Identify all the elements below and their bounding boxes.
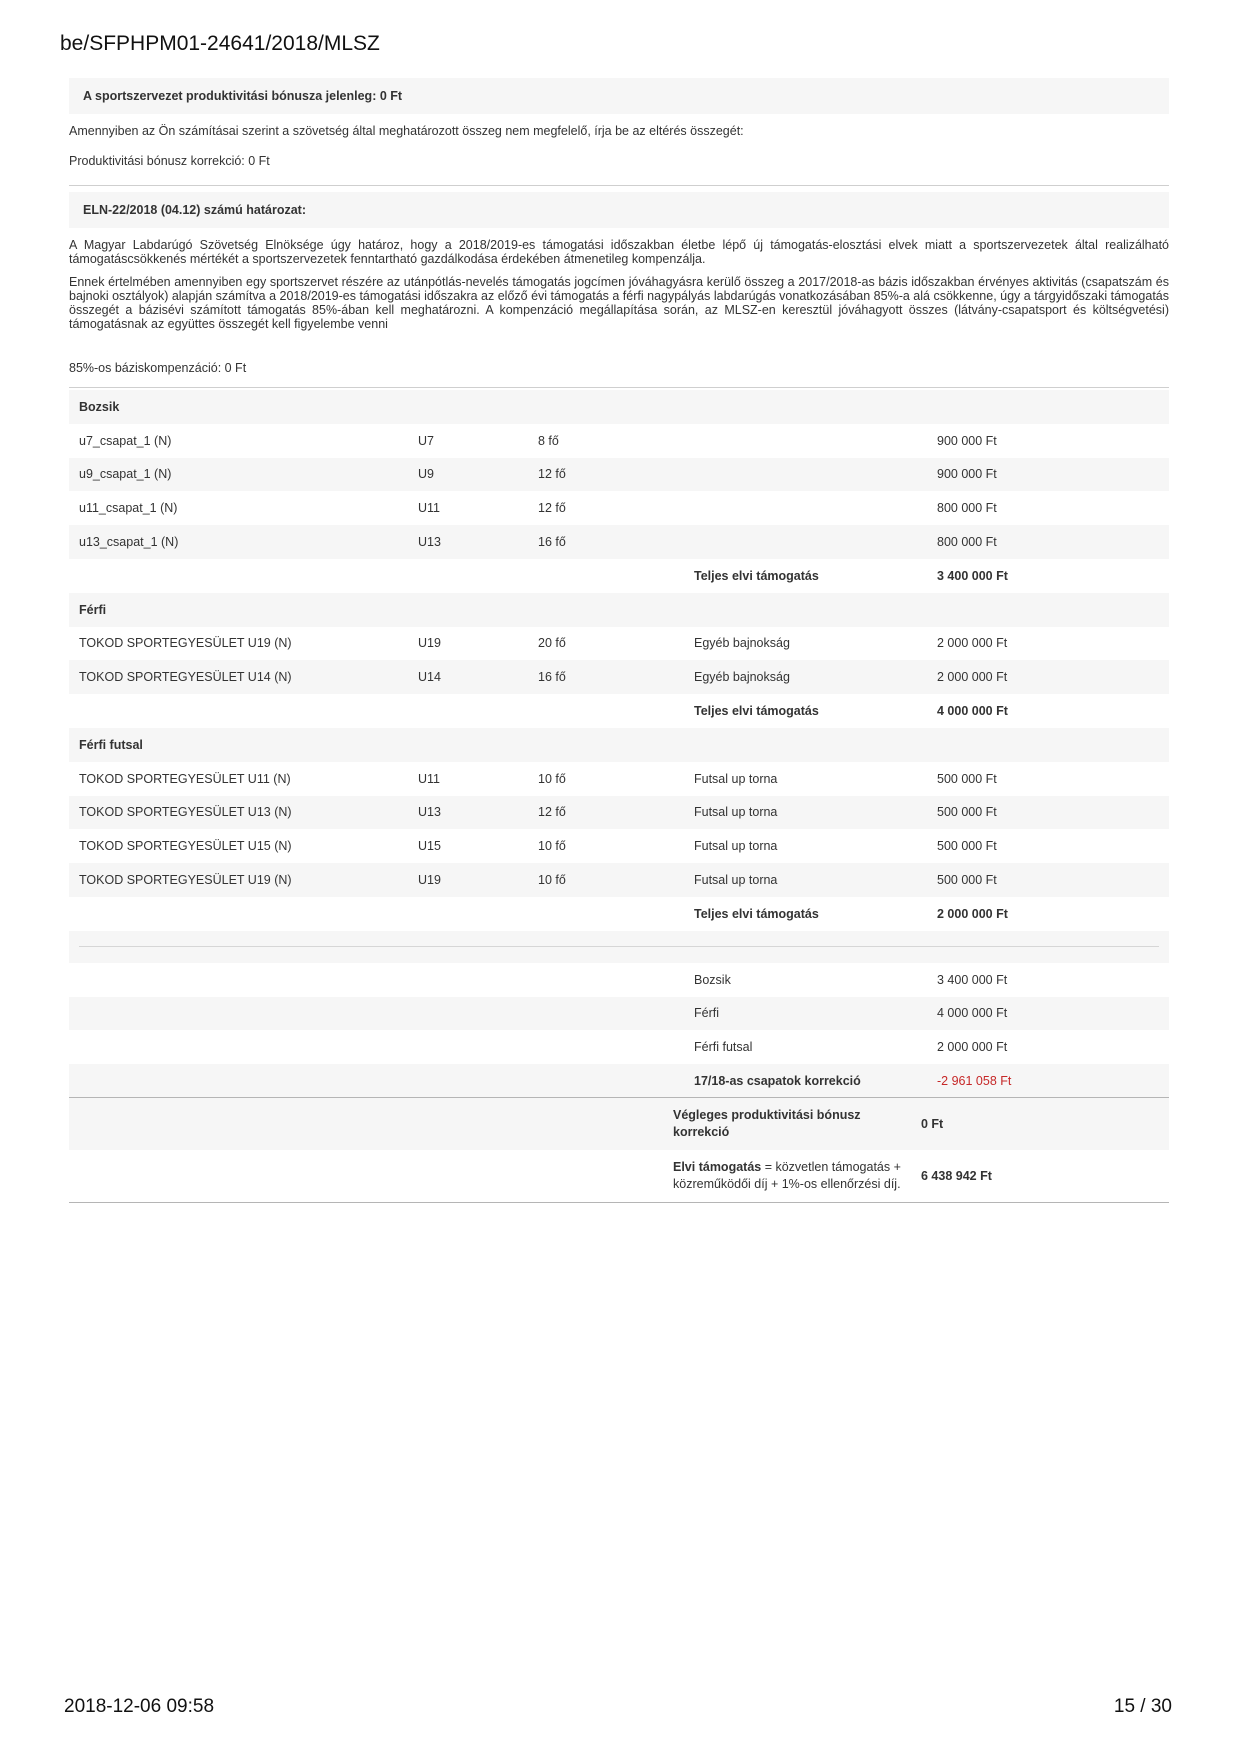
player-count: 10 fő	[528, 863, 684, 897]
player-count: 12 fő	[528, 796, 684, 830]
team-name: TOKOD SPORTEGYESÜLET U11 (N)	[79, 771, 291, 786]
summary-value: 2 000 000 Ft	[937, 1040, 1008, 1055]
bonus-header: A sportszervezet produktivitási bónusza jelenleg: 0 Ft	[69, 78, 1169, 114]
player-count: 20 fő	[538, 636, 566, 651]
final-bonus-label: Végleges produktivitási bónusz korrekció	[663, 1098, 911, 1150]
bonus-text: Amennyiben az Ön számításai szerint a szövetség által meghatározott összeg nem megfelelő, írja be az eltérés összegét:	[69, 124, 744, 138]
league	[684, 491, 927, 525]
separator-row	[69, 931, 1169, 963]
elvi-label-bold: Elvi támogatás	[673, 1160, 762, 1175]
summary-row	[69, 997, 1169, 1031]
table-row	[69, 458, 1169, 492]
team-name: u7_csapat_1 (N)	[79, 433, 172, 448]
league	[684, 458, 927, 492]
amount: 500 000 Ft	[937, 839, 997, 854]
bonus-correction: Produktivitási bónusz korrekció: 0 Ft	[69, 154, 270, 168]
footer-page-number: 15 / 30	[1113, 1696, 1172, 1717]
total-label: Teljes elvi támogatás	[694, 704, 819, 719]
document-id: be/SFPHPM01-24641/2018/MLSZ	[60, 32, 380, 55]
section-title: Bozsik	[69, 390, 1169, 424]
league: Futsal up torna	[694, 771, 778, 786]
summary-row	[69, 963, 1169, 997]
table-row	[69, 491, 1169, 525]
team-name: TOKOD SPORTEGYESÜLET U13 (N)	[69, 796, 408, 830]
age-group: U9	[408, 458, 528, 492]
table-row	[69, 762, 1169, 796]
table-row	[69, 863, 1169, 897]
summary-label: Bozsik	[694, 972, 731, 987]
summary-label: Férfi futsal	[694, 1040, 753, 1055]
divider	[69, 185, 1169, 186]
footer-timestamp: 2018-12-06 09:58	[64, 1696, 215, 1717]
table-row	[69, 796, 1169, 830]
correction-label: 17/18-as csapatok korrekció	[684, 1064, 927, 1098]
team-name: TOKOD SPORTEGYESÜLET U14 (N)	[69, 660, 408, 694]
amount: 800 000 Ft	[937, 501, 997, 516]
team-name: u11_csapat_1 (N)	[79, 501, 178, 516]
table-row	[69, 627, 1169, 661]
table-row	[69, 660, 1169, 694]
player-count: 16 fő	[528, 525, 684, 559]
page-content	[69, 78, 1169, 1203]
summary-value: 3 400 000 Ft	[937, 972, 1008, 987]
age-group: U13	[408, 525, 528, 559]
league: Futsal up torna	[684, 863, 927, 897]
divider	[69, 387, 1169, 388]
total-amount: 2 000 000 Ft	[937, 906, 1008, 921]
league	[684, 525, 927, 559]
section-title: Férfi	[69, 593, 1169, 627]
team-name: u9_csapat_1 (N)	[69, 458, 408, 492]
base-compensation: 85%-os báziskompenzáció: 0 Ft	[69, 361, 247, 375]
total-label: Teljes elvi támogatás	[694, 906, 819, 921]
summary-value: 4 000 000 Ft	[927, 997, 1169, 1031]
section-title: Férfi futsal	[69, 728, 1169, 762]
player-count: 8 fő	[538, 433, 559, 448]
league: Futsal up torna	[694, 839, 778, 854]
amount: 800 000 Ft	[927, 525, 1169, 559]
total-amount: 4 000 000 Ft	[937, 704, 1008, 719]
elvi-value: 6 438 942 Ft	[911, 1150, 1169, 1202]
total-row	[69, 559, 1169, 593]
elvi-label	[663, 1150, 911, 1202]
age-group: U13	[408, 796, 528, 830]
summary-row	[69, 1030, 1169, 1064]
amount: 500 000 Ft	[937, 771, 997, 786]
league: Egyéb bajnokság	[684, 660, 927, 694]
total-row	[69, 897, 1169, 931]
correction-value: -2 961 058 Ft	[927, 1064, 1169, 1098]
table-row	[69, 829, 1169, 863]
age-group: U11	[418, 501, 441, 516]
elvi-row	[69, 1150, 1169, 1202]
amount: 500 000 Ft	[927, 863, 1169, 897]
player-count: 10 fő	[538, 771, 566, 786]
section-header-row	[69, 728, 1169, 762]
amount: 900 000 Ft	[927, 458, 1169, 492]
table-row	[69, 525, 1169, 559]
elvi-label-rest: = közvetlen támogatás + közreműködői díj + 1%-os ellenőrzési díj.	[673, 1160, 901, 1192]
team-name: TOKOD SPORTEGYESÜLET U15 (N)	[79, 839, 292, 854]
age-group: U15	[418, 839, 441, 854]
player-count: 16 fő	[528, 660, 684, 694]
decision-header: ELN-22/2018 (04.12) számú határozat:	[69, 192, 1169, 228]
support-table	[69, 390, 1169, 1098]
final-table	[69, 1098, 1169, 1203]
summary-label: Férfi	[684, 997, 927, 1031]
amount: 2 000 000 Ft	[927, 660, 1169, 694]
divider	[79, 946, 1159, 947]
section-header-row	[69, 593, 1169, 627]
team-name: u13_csapat_1 (N)	[69, 525, 408, 559]
amount: 2 000 000 Ft	[937, 636, 1008, 651]
age-group: U7	[418, 433, 434, 448]
amount: 900 000 Ft	[937, 433, 997, 448]
age-group: U19	[418, 636, 441, 651]
total-row	[69, 694, 1169, 728]
final-bonus-value: 0 Ft	[911, 1098, 1169, 1150]
team-name: TOKOD SPORTEGYESÜLET U19 (N)	[79, 636, 292, 651]
league	[684, 424, 927, 458]
decision-paragraph-1: A Magyar Labdarúgó Szövetség Elnöksége úgy határoz, hogy a 2018/2019-es támogatási időszakban életbe lépő új támogatás-elosztási elvek miatt a sportszervezetek által realizálható támogatáscsökkenés mértékét a sportszervezetek fenntartható gazdálkodása érdekében átmenetileg kompenzálja.	[69, 238, 1169, 266]
player-count: 12 fő	[528, 458, 684, 492]
age-group: U14	[408, 660, 528, 694]
total-label: Teljes elvi támogatás	[694, 568, 819, 583]
league: Egyéb bajnokság	[694, 636, 790, 651]
amount: 500 000 Ft	[927, 796, 1169, 830]
section-header-row	[69, 390, 1169, 424]
total-amount: 3 400 000 Ft	[937, 568, 1008, 583]
player-count: 10 fő	[538, 839, 566, 854]
decision-paragraph-2: Ennek értelmében amennyiben egy sportszervet részére az utánpótlás-nevelés támogatás jogcímen jóváhagyásra kerülő összeg a 2017/2018-as bázis időszakban érvényes aktivitás (csapatszám és bajnoki osztályok) alapján számítva a 2018/2019-es támogatási időszakra az előző évi támogatás a férfi nagypályás labdarúgás vonatkozásában 85%-a alá csökkenne, úgy a tárgyidőszaki támogatás összegét a bázisévi számított támogatás 85%-ában kell meghatározni. A kompenzáció megállapítása során, az MLSZ-en keresztül jóváhagyott összes (látvány-csapatsport és költségvetési) támogatásnak az együttes összegét kell figyelembe venni	[69, 275, 1169, 331]
final-bonus-row	[69, 1098, 1169, 1150]
player-count: 12 fő	[538, 501, 566, 516]
league: Futsal up torna	[684, 796, 927, 830]
age-group: U19	[408, 863, 528, 897]
correction-row	[69, 1064, 1169, 1098]
age-group: U11	[418, 771, 441, 786]
team-name: TOKOD SPORTEGYESÜLET U19 (N)	[69, 863, 408, 897]
table-row	[69, 424, 1169, 458]
